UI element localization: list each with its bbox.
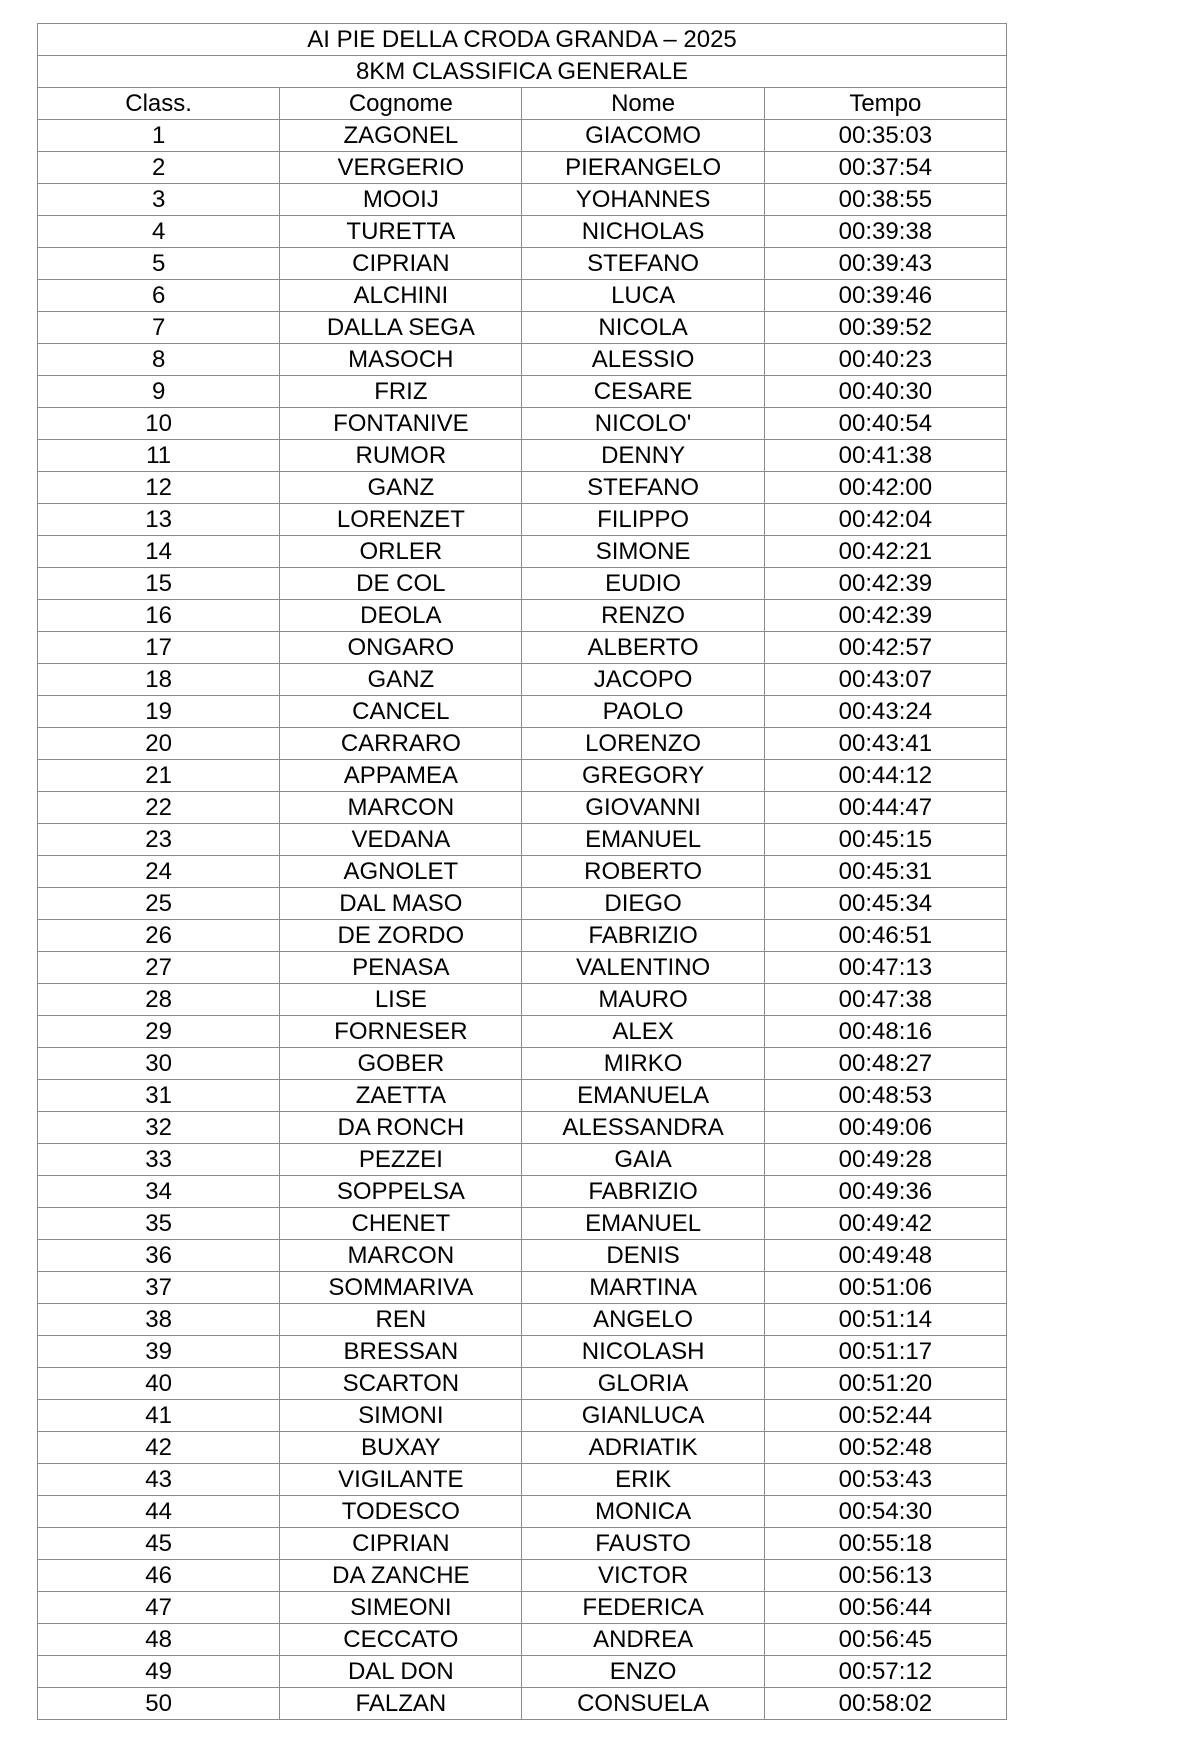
surname-cell: ORLER bbox=[280, 536, 522, 568]
name-cell: LORENZO bbox=[522, 728, 764, 760]
rank-cell: 7 bbox=[38, 312, 280, 344]
table-row bbox=[38, 568, 1007, 600]
table-row bbox=[38, 184, 1007, 216]
surname-cell: DA ZANCHE bbox=[280, 1560, 522, 1592]
name-cell: EMANUEL bbox=[522, 824, 764, 856]
time-cell: 00:42:39 bbox=[764, 600, 1006, 632]
surname-cell: FALZAN bbox=[280, 1688, 522, 1720]
rank-cell: 41 bbox=[38, 1400, 280, 1432]
surname-cell: LISE bbox=[280, 984, 522, 1016]
rank-cell: 16 bbox=[38, 600, 280, 632]
time-cell: 00:44:12 bbox=[764, 760, 1006, 792]
time-cell: 00:56:13 bbox=[764, 1560, 1006, 1592]
surname-cell: ALCHINI bbox=[280, 280, 522, 312]
rank-cell: 49 bbox=[38, 1656, 280, 1688]
rank-cell: 31 bbox=[38, 1080, 280, 1112]
surname-cell: MARCON bbox=[280, 1240, 522, 1272]
table-row bbox=[38, 600, 1007, 632]
time-cell: 00:40:23 bbox=[764, 344, 1006, 376]
results-table bbox=[37, 23, 1007, 1720]
rank-cell: 11 bbox=[38, 440, 280, 472]
name-cell: ADRIATIK bbox=[522, 1432, 764, 1464]
table-row bbox=[38, 1592, 1007, 1624]
name-cell: DENIS bbox=[522, 1240, 764, 1272]
table-row bbox=[38, 1240, 1007, 1272]
time-cell: 00:39:38 bbox=[764, 216, 1006, 248]
rank-cell: 37 bbox=[38, 1272, 280, 1304]
surname-cell: LORENZET bbox=[280, 504, 522, 536]
table-row bbox=[38, 728, 1007, 760]
name-cell: GIACOMO bbox=[522, 120, 764, 152]
table-row bbox=[38, 120, 1007, 152]
rank-cell: 33 bbox=[38, 1144, 280, 1176]
results-sheet bbox=[37, 23, 1007, 1720]
surname-cell: BRESSAN bbox=[280, 1336, 522, 1368]
time-cell: 00:53:43 bbox=[764, 1464, 1006, 1496]
table-row bbox=[38, 1016, 1007, 1048]
table-row bbox=[38, 984, 1007, 1016]
table-row bbox=[38, 952, 1007, 984]
rank-cell: 21 bbox=[38, 760, 280, 792]
table-row bbox=[38, 280, 1007, 312]
table-row bbox=[38, 1208, 1007, 1240]
rank-cell: 47 bbox=[38, 1592, 280, 1624]
time-cell: 00:51:14 bbox=[764, 1304, 1006, 1336]
surname-cell: FONTANIVE bbox=[280, 408, 522, 440]
rank-cell: 23 bbox=[38, 824, 280, 856]
surname-cell: SIMEONI bbox=[280, 1592, 522, 1624]
rank-cell: 45 bbox=[38, 1528, 280, 1560]
surname-cell: SCARTON bbox=[280, 1368, 522, 1400]
surname-cell: CARRARO bbox=[280, 728, 522, 760]
time-cell: 00:43:41 bbox=[764, 728, 1006, 760]
surname-cell: PENASA bbox=[280, 952, 522, 984]
time-cell: 00:58:02 bbox=[764, 1688, 1006, 1720]
name-cell: NICOLA bbox=[522, 312, 764, 344]
table-row bbox=[38, 1368, 1007, 1400]
name-cell: ALESSANDRA bbox=[522, 1112, 764, 1144]
time-cell: 00:48:16 bbox=[764, 1016, 1006, 1048]
results-table-body bbox=[38, 24, 1007, 1720]
surname-cell: DA RONCH bbox=[280, 1112, 522, 1144]
time-cell: 00:57:12 bbox=[764, 1656, 1006, 1688]
table-row bbox=[38, 504, 1007, 536]
ranking-subtitle: 8KM CLASSIFICA GENERALE bbox=[38, 56, 1007, 88]
surname-cell: CIPRIAN bbox=[280, 1528, 522, 1560]
column-header-surname: Cognome bbox=[280, 88, 522, 120]
time-cell: 00:45:34 bbox=[764, 888, 1006, 920]
rank-cell: 5 bbox=[38, 248, 280, 280]
table-row bbox=[38, 312, 1007, 344]
name-cell: FEDERICA bbox=[522, 1592, 764, 1624]
time-cell: 00:51:20 bbox=[764, 1368, 1006, 1400]
surname-cell: DE COL bbox=[280, 568, 522, 600]
time-cell: 00:49:48 bbox=[764, 1240, 1006, 1272]
surname-cell: TODESCO bbox=[280, 1496, 522, 1528]
time-cell: 00:51:06 bbox=[764, 1272, 1006, 1304]
rank-cell: 35 bbox=[38, 1208, 280, 1240]
surname-cell: CHENET bbox=[280, 1208, 522, 1240]
time-cell: 00:42:57 bbox=[764, 632, 1006, 664]
name-cell: ENZO bbox=[522, 1656, 764, 1688]
name-cell: ANGELO bbox=[522, 1304, 764, 1336]
time-cell: 00:46:51 bbox=[764, 920, 1006, 952]
surname-cell: ONGARO bbox=[280, 632, 522, 664]
surname-cell: FRIZ bbox=[280, 376, 522, 408]
name-cell: GIOVANNI bbox=[522, 792, 764, 824]
time-cell: 00:43:07 bbox=[764, 664, 1006, 696]
table-row bbox=[38, 408, 1007, 440]
rank-cell: 44 bbox=[38, 1496, 280, 1528]
table-row bbox=[38, 1144, 1007, 1176]
rank-cell: 34 bbox=[38, 1176, 280, 1208]
table-row bbox=[38, 1272, 1007, 1304]
name-cell: EMANUEL bbox=[522, 1208, 764, 1240]
column-header-class: Class. bbox=[38, 88, 280, 120]
surname-cell: CANCEL bbox=[280, 696, 522, 728]
rank-cell: 9 bbox=[38, 376, 280, 408]
surname-cell: REN bbox=[280, 1304, 522, 1336]
time-cell: 00:39:52 bbox=[764, 312, 1006, 344]
rank-cell: 46 bbox=[38, 1560, 280, 1592]
table-row bbox=[38, 1112, 1007, 1144]
time-cell: 00:49:42 bbox=[764, 1208, 1006, 1240]
name-cell: MONICA bbox=[522, 1496, 764, 1528]
rank-cell: 14 bbox=[38, 536, 280, 568]
table-row bbox=[38, 152, 1007, 184]
surname-cell: VIGILANTE bbox=[280, 1464, 522, 1496]
table-row bbox=[38, 1080, 1007, 1112]
rank-cell: 2 bbox=[38, 152, 280, 184]
name-cell: GAIA bbox=[522, 1144, 764, 1176]
time-cell: 00:43:24 bbox=[764, 696, 1006, 728]
time-cell: 00:37:54 bbox=[764, 152, 1006, 184]
table-row bbox=[38, 216, 1007, 248]
time-cell: 00:44:47 bbox=[764, 792, 1006, 824]
rank-cell: 22 bbox=[38, 792, 280, 824]
table-row bbox=[38, 856, 1007, 888]
name-cell: FAUSTO bbox=[522, 1528, 764, 1560]
rank-cell: 17 bbox=[38, 632, 280, 664]
name-cell: ERIK bbox=[522, 1464, 764, 1496]
rank-cell: 50 bbox=[38, 1688, 280, 1720]
surname-cell: DAL DON bbox=[280, 1656, 522, 1688]
name-cell: NICHOLAS bbox=[522, 216, 764, 248]
time-cell: 00:45:31 bbox=[764, 856, 1006, 888]
table-row bbox=[38, 1176, 1007, 1208]
name-cell: JACOPO bbox=[522, 664, 764, 696]
name-cell: DENNY bbox=[522, 440, 764, 472]
time-cell: 00:35:03 bbox=[764, 120, 1006, 152]
surname-cell: ZAETTA bbox=[280, 1080, 522, 1112]
time-cell: 00:48:27 bbox=[764, 1048, 1006, 1080]
surname-cell: GANZ bbox=[280, 472, 522, 504]
name-cell: VICTOR bbox=[522, 1560, 764, 1592]
header-row bbox=[38, 88, 1007, 120]
rank-cell: 15 bbox=[38, 568, 280, 600]
time-cell: 00:42:00 bbox=[764, 472, 1006, 504]
table-row bbox=[38, 1624, 1007, 1656]
name-cell: EUDIO bbox=[522, 568, 764, 600]
name-cell: ANDREA bbox=[522, 1624, 764, 1656]
rank-cell: 27 bbox=[38, 952, 280, 984]
time-cell: 00:38:55 bbox=[764, 184, 1006, 216]
column-header-name: Nome bbox=[522, 88, 764, 120]
time-cell: 00:39:43 bbox=[764, 248, 1006, 280]
rank-cell: 8 bbox=[38, 344, 280, 376]
rank-cell: 36 bbox=[38, 1240, 280, 1272]
time-cell: 00:49:36 bbox=[764, 1176, 1006, 1208]
rank-cell: 4 bbox=[38, 216, 280, 248]
name-cell: ALEX bbox=[522, 1016, 764, 1048]
table-row bbox=[38, 1656, 1007, 1688]
name-cell: GIANLUCA bbox=[522, 1400, 764, 1432]
name-cell: STEFANO bbox=[522, 248, 764, 280]
table-row bbox=[38, 1496, 1007, 1528]
time-cell: 00:47:13 bbox=[764, 952, 1006, 984]
name-cell: DIEGO bbox=[522, 888, 764, 920]
table-row bbox=[38, 1464, 1007, 1496]
name-cell: LUCA bbox=[522, 280, 764, 312]
time-cell: 00:39:46 bbox=[764, 280, 1006, 312]
name-cell: SIMONE bbox=[522, 536, 764, 568]
time-cell: 00:52:44 bbox=[764, 1400, 1006, 1432]
rank-cell: 40 bbox=[38, 1368, 280, 1400]
name-cell: YOHANNES bbox=[522, 184, 764, 216]
table-row bbox=[38, 1304, 1007, 1336]
table-row bbox=[38, 824, 1007, 856]
title-row bbox=[38, 24, 1007, 56]
table-row bbox=[38, 1560, 1007, 1592]
rank-cell: 19 bbox=[38, 696, 280, 728]
rank-cell: 30 bbox=[38, 1048, 280, 1080]
name-cell: VALENTINO bbox=[522, 952, 764, 984]
table-row bbox=[38, 664, 1007, 696]
table-row bbox=[38, 376, 1007, 408]
name-cell: CESARE bbox=[522, 376, 764, 408]
surname-cell: VEDANA bbox=[280, 824, 522, 856]
time-cell: 00:49:28 bbox=[764, 1144, 1006, 1176]
surname-cell: PEZZEI bbox=[280, 1144, 522, 1176]
rank-cell: 42 bbox=[38, 1432, 280, 1464]
rank-cell: 26 bbox=[38, 920, 280, 952]
surname-cell: MOOIJ bbox=[280, 184, 522, 216]
table-row bbox=[38, 1400, 1007, 1432]
rank-cell: 38 bbox=[38, 1304, 280, 1336]
name-cell: ALBERTO bbox=[522, 632, 764, 664]
table-row bbox=[38, 888, 1007, 920]
column-header-time: Tempo bbox=[764, 88, 1006, 120]
time-cell: 00:52:48 bbox=[764, 1432, 1006, 1464]
rank-cell: 10 bbox=[38, 408, 280, 440]
name-cell: MAURO bbox=[522, 984, 764, 1016]
rank-cell: 13 bbox=[38, 504, 280, 536]
name-cell: FABRIZIO bbox=[522, 1176, 764, 1208]
table-row bbox=[38, 344, 1007, 376]
surname-cell: AGNOLET bbox=[280, 856, 522, 888]
time-cell: 00:42:21 bbox=[764, 536, 1006, 568]
name-cell: NICOLASH bbox=[522, 1336, 764, 1368]
table-row bbox=[38, 440, 1007, 472]
table-row bbox=[38, 696, 1007, 728]
table-row bbox=[38, 1432, 1007, 1464]
surname-cell: ZAGONEL bbox=[280, 120, 522, 152]
rank-cell: 18 bbox=[38, 664, 280, 696]
time-cell: 00:45:15 bbox=[764, 824, 1006, 856]
surname-cell: GOBER bbox=[280, 1048, 522, 1080]
name-cell: ALESSIO bbox=[522, 344, 764, 376]
name-cell: RENZO bbox=[522, 600, 764, 632]
time-cell: 00:51:17 bbox=[764, 1336, 1006, 1368]
rank-cell: 1 bbox=[38, 120, 280, 152]
name-cell: EMANUELA bbox=[522, 1080, 764, 1112]
time-cell: 00:48:53 bbox=[764, 1080, 1006, 1112]
name-cell: FILIPPO bbox=[522, 504, 764, 536]
name-cell: STEFANO bbox=[522, 472, 764, 504]
table-row bbox=[38, 632, 1007, 664]
time-cell: 00:40:54 bbox=[764, 408, 1006, 440]
name-cell: ROBERTO bbox=[522, 856, 764, 888]
surname-cell: MASOCH bbox=[280, 344, 522, 376]
surname-cell: SOPPELSA bbox=[280, 1176, 522, 1208]
name-cell: GREGORY bbox=[522, 760, 764, 792]
name-cell: GLORIA bbox=[522, 1368, 764, 1400]
rank-cell: 39 bbox=[38, 1336, 280, 1368]
name-cell: PIERANGELO bbox=[522, 152, 764, 184]
time-cell: 00:42:04 bbox=[764, 504, 1006, 536]
table-row bbox=[38, 536, 1007, 568]
time-cell: 00:56:45 bbox=[764, 1624, 1006, 1656]
surname-cell: FORNESER bbox=[280, 1016, 522, 1048]
name-cell: MARTINA bbox=[522, 1272, 764, 1304]
table-row bbox=[38, 1688, 1007, 1720]
time-cell: 00:55:18 bbox=[764, 1528, 1006, 1560]
rank-cell: 12 bbox=[38, 472, 280, 504]
table-row bbox=[38, 472, 1007, 504]
table-row bbox=[38, 760, 1007, 792]
time-cell: 00:41:38 bbox=[764, 440, 1006, 472]
rank-cell: 28 bbox=[38, 984, 280, 1016]
time-cell: 00:42:39 bbox=[764, 568, 1006, 600]
time-cell: 00:40:30 bbox=[764, 376, 1006, 408]
time-cell: 00:47:38 bbox=[764, 984, 1006, 1016]
name-cell: FABRIZIO bbox=[522, 920, 764, 952]
surname-cell: DALLA SEGA bbox=[280, 312, 522, 344]
surname-cell: APPAMEA bbox=[280, 760, 522, 792]
surname-cell: SOMMARIVA bbox=[280, 1272, 522, 1304]
rank-cell: 29 bbox=[38, 1016, 280, 1048]
name-cell: NICOLO' bbox=[522, 408, 764, 440]
table-row bbox=[38, 1336, 1007, 1368]
rank-cell: 3 bbox=[38, 184, 280, 216]
time-cell: 00:56:44 bbox=[764, 1592, 1006, 1624]
surname-cell: SIMONI bbox=[280, 1400, 522, 1432]
rank-cell: 24 bbox=[38, 856, 280, 888]
table-row bbox=[38, 248, 1007, 280]
time-cell: 00:54:30 bbox=[764, 1496, 1006, 1528]
name-cell: PAOLO bbox=[522, 696, 764, 728]
surname-cell: TURETTA bbox=[280, 216, 522, 248]
name-cell: CONSUELA bbox=[522, 1688, 764, 1720]
rank-cell: 25 bbox=[38, 888, 280, 920]
table-row bbox=[38, 792, 1007, 824]
table-row bbox=[38, 1528, 1007, 1560]
surname-cell: DEOLA bbox=[280, 600, 522, 632]
subtitle-row bbox=[38, 56, 1007, 88]
rank-cell: 43 bbox=[38, 1464, 280, 1496]
time-cell: 00:49:06 bbox=[764, 1112, 1006, 1144]
race-title: AI PIE DELLA CRODA GRANDA – 2025 bbox=[38, 24, 1007, 56]
name-cell: MIRKO bbox=[522, 1048, 764, 1080]
surname-cell: DAL MASO bbox=[280, 888, 522, 920]
surname-cell: RUMOR bbox=[280, 440, 522, 472]
rank-cell: 48 bbox=[38, 1624, 280, 1656]
surname-cell: CIPRIAN bbox=[280, 248, 522, 280]
rank-cell: 20 bbox=[38, 728, 280, 760]
surname-cell: VERGERIO bbox=[280, 152, 522, 184]
rank-cell: 6 bbox=[38, 280, 280, 312]
surname-cell: DE ZORDO bbox=[280, 920, 522, 952]
table-row bbox=[38, 920, 1007, 952]
surname-cell: CECCATO bbox=[280, 1624, 522, 1656]
table-row bbox=[38, 1048, 1007, 1080]
surname-cell: MARCON bbox=[280, 792, 522, 824]
surname-cell: GANZ bbox=[280, 664, 522, 696]
rank-cell: 32 bbox=[38, 1112, 280, 1144]
surname-cell: BUXAY bbox=[280, 1432, 522, 1464]
